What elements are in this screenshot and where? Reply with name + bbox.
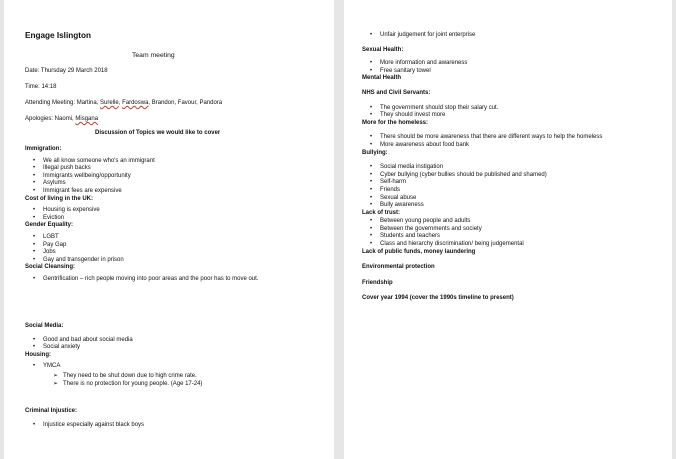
list-item: • Bully awareness [362,202,602,210]
section-heading: Social Media: [25,323,64,329]
list-item: • We all know someone who's an immigrant [25,158,258,166]
criminal-injustice-section [25,408,144,429]
section-heading: Sexual Health: [362,46,404,53]
discussion-heading: Discussion of Topics we would like to cover [95,130,221,136]
list-item: • Housing is expensive [25,207,258,215]
list-item: • Free sanitary towel [362,68,602,76]
section-heading: Lack of trust: [362,209,401,216]
apologies-name-misgana: Misgana [75,116,99,122]
list-item: • Friends [362,187,602,195]
section-heading: Friendship [362,279,393,286]
social-media-section [25,323,202,388]
list-item: • Unfair judgement for joint enterprise [362,32,602,40]
attending-name-fardoswa: Fardoswa [122,100,149,106]
list-item: • Sexual abuse [362,195,602,203]
list-item: • Between the governments and society [362,226,602,234]
list-item: • Social media instigation [362,164,602,172]
list-item: • Cyber bullying (cyber bullies should be published and shamed) [362,172,602,180]
attending-text: Attending Meeting: Martina, [25,100,101,106]
list-item: • Gay and transgender in prison [25,257,258,265]
immigration-section [25,146,258,284]
list-item: • Asylums [25,180,258,188]
section-heading: Cover year 1994 (cover the 1990s timeline to present) [362,295,514,302]
document-page-left [4,0,334,459]
section-heading: Lack of public funds, money laundering [362,248,476,255]
attending-name-surelle: Surelle [100,100,119,106]
document-page-right [344,0,672,459]
document-title: Engage Islington [25,31,91,40]
section-heading: Criminal Injustice: [25,408,78,414]
apologies-text: Apologies: Naomi, [25,116,76,122]
list-item: • There should be more awareness that there are different ways to help the homeless [362,134,602,142]
attending-line [25,100,222,108]
section-heading: Social Cleansing: [25,264,76,271]
sub-list-item: ➢ There is no protection for young people. (Age 17-24) [25,381,202,389]
list-item: • LGBT [25,234,258,242]
section-heading: Immigration: [25,146,62,152]
document-subtitle: Team meeting [132,52,175,59]
attending-names-rest: , Brandon, Favour, Pandora [148,100,223,106]
section-heading: Gender Equality: [25,222,74,229]
section-heading: Housing: [25,351,51,358]
list-item: • More awareness about food bank [362,142,602,150]
list-item: • More information and awareness [362,60,602,68]
list-item: • Eviction [25,215,258,223]
list-item: • Social anxiety [25,344,202,352]
list-item: • YMCA [25,363,202,371]
list-item: • Illegal push backs [25,165,258,173]
attending-separator: , [118,100,123,106]
section-heading: NHS and Civil Servants: [362,89,431,96]
section-heading: Environmental protection [362,264,435,271]
meeting-time: Time: 14:18 [25,84,57,90]
right-column-content [362,32,602,303]
section-heading: Mental Health [362,75,402,82]
list-item: • Self-harm [362,179,602,187]
sub-list-item: ➢ They need to be shut down due to high crime rate. [25,373,202,381]
apologies-line [25,116,98,124]
list-item: • They should invest more [362,112,602,120]
list-item: • Students and teachers [362,233,602,241]
section-heading: More for the homeless: [362,119,429,126]
list-item: • Immigrant fees are expensive [25,188,258,196]
list-item: • Gentrification – rich people moving into poor areas and the poor has to move out. [25,276,258,284]
list-item: • Jobs [25,249,258,257]
section-heading: Cost of living in the UK: [25,195,93,202]
list-item: • Immigrants wellbeing/opportunity [25,173,258,181]
meeting-date: Date: Thursday 29 March 2018 [25,68,108,74]
list-item: • Pay Gap [25,242,258,250]
list-item: • Good and bad about social media [25,337,202,345]
list-item: • Class and hierarchy discrimination/ being judgemental [362,241,602,249]
list-item: • The government should stop their salary cut. [362,105,602,113]
list-item: • Between young people and adults [362,218,602,226]
section-heading: Bullying: [362,149,388,156]
list-item: • Injustice especially against black boys [25,422,144,430]
